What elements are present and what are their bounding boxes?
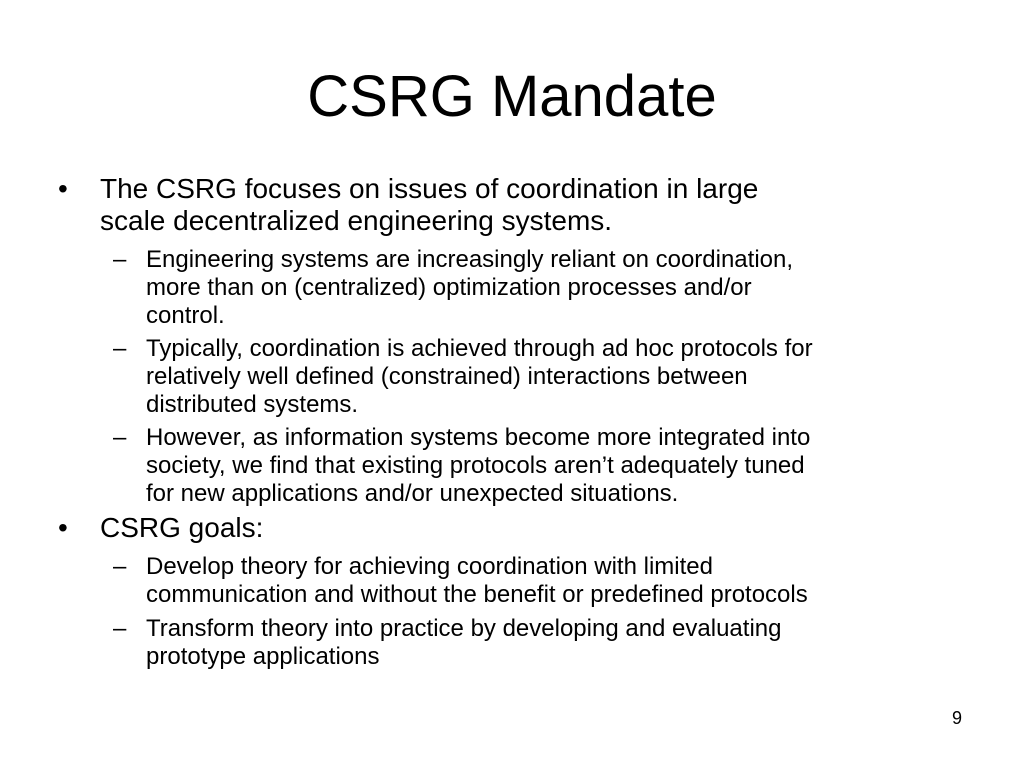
sub-bullet-text-line: society, we find that existing protocols aren’t adequately tuned	[146, 452, 805, 479]
page-number: 9	[951, 708, 962, 728]
sub-bullet-text-line: Develop theory for achieving coordination with limited	[146, 553, 713, 580]
bullet-text-line: The CSRG focuses on issues of coordination in large	[100, 173, 759, 204]
sub-bullet-marker: –	[113, 424, 127, 451]
sub-bullet-text-line: communication and without the benefit or predefined protocols	[146, 581, 808, 608]
sub-bullet-marker: –	[113, 615, 127, 642]
sub-bullet-text-line: However, as information systems become more integrated into	[146, 424, 811, 451]
sub-bullet-text-line: distributed systems.	[146, 391, 359, 418]
sub-bullet-marker: –	[113, 246, 127, 273]
sub-bullet-text-line: relatively well defined (constrained) interactions between	[146, 363, 748, 390]
sub-bullet-text-line: Transform theory into practice by developing and evaluating	[146, 615, 782, 642]
sub-bullet-text-line: Engineering systems are increasingly reliant on coordination,	[146, 246, 794, 273]
sub-bullet-text-line: for new applications and/or unexpected situations.	[146, 480, 679, 507]
sub-bullet-text-line: prototype applications	[146, 643, 380, 670]
slide-title: CSRG Mandate	[307, 64, 717, 129]
bullet-marker: •	[58, 512, 68, 543]
bullet-marker: •	[58, 173, 68, 204]
sub-bullet-marker: –	[113, 335, 127, 362]
bullet-text-line: CSRG goals:	[100, 512, 264, 543]
sub-bullet-text-line: control.	[146, 302, 225, 329]
sub-bullet-text-line: Typically, coordination is achieved through ad hoc protocols for	[146, 335, 813, 362]
bullet-text-line: scale decentralized engineering systems.	[100, 205, 613, 236]
sub-bullet-text-line: more than on (centralized) optimization processes and/or	[146, 274, 752, 301]
sub-bullet-marker: –	[113, 553, 127, 580]
